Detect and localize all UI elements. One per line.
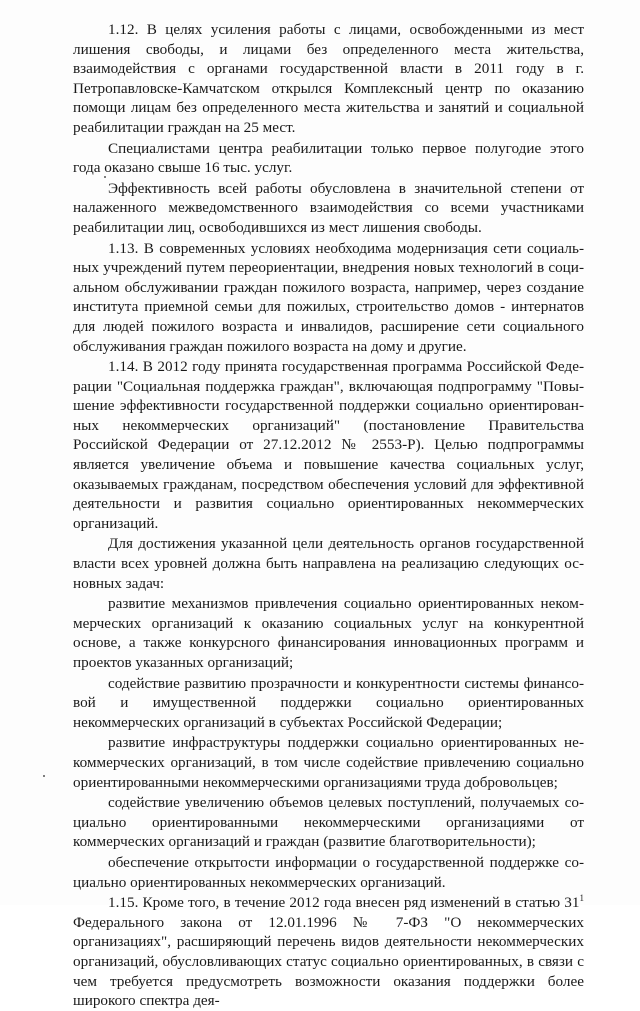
scan-speck xyxy=(43,775,45,777)
task-item: обеспечение открытости информации о государственной поддержке социально ориентированных некоммерческих организаций. xyxy=(73,853,584,891)
document-body xyxy=(73,20,584,1011)
footnote-marker: 1 xyxy=(579,893,584,904)
paragraph-1-14: 1.14. В 2012 году принята государственная программа Российской Федерации "Социальная поддержка граждан", включающая подпрограмму "Повышение эффективности государственной поддержки социально ориентированных некоммерческих организаций" (постановление Правительства Российской Федерации от 27.12.2012 № 2553-Р). Целью подпрограммы является увеличение объема и повышение качества социальных услуг, оказываемых гражданам, посредством обеспечения условий для эффективной деятельности и развития социально ориентированных некоммерческих организаций. xyxy=(73,358,584,532)
paragraph-1-15-start: 1.15. Кроме того, в течение 2012 года внесен ряд изменений в статью 31 xyxy=(108,894,580,912)
task-item: развитие механизмов привлечения социально ориентированных некоммерческих организаций к оказанию социальных услуг на конкурентной основе, а также конкурсного финансирования инновационных программ и проектов указанных организаций; xyxy=(73,595,584,671)
paragraph-1-12: 1.12. В целях усиления работы с лицами, освобожденными из мест лишения свободы, и лицами без определенного места жительства, взаимодействия с органами государственной власти в 2011 году в г. Петропавловске-Камчатском открылся Комплексный центр по оказанию помощи лицам без определенного места жительства и занятий и социальной реабилитации граждан на 25 мест. xyxy=(73,21,584,136)
paragraph-1-13: 1.13. В современных условиях необходима модернизация сети социальных учреждений путем переориентации, внедрения новых технологий в социальном обслуживании граждан пожилого возраста, например, через создание института приемной семьи для пожилых, строительство домов - интернатов для людей пожилого возраста и инвалидов, расширение сети социального обслуживания граждан пожилого возраста на дому и другие. xyxy=(73,239,584,355)
paragraph-1-15 xyxy=(73,893,584,1011)
paragraph-rehab-services: Специалистами центра реабилитации только первое полугодие этого года оказано свыше 16 тыс. услуг. xyxy=(73,139,584,177)
task-item: развитие инфраструктуры поддержки социально ориентированных некоммерческих организаций, в том числе содействие привлечению социально ориентированными некоммерческими организациями труда добровольцев; xyxy=(73,734,584,791)
task-item: содействие развитию прозрачности и конкурентности системы финансовой и имущественной поддержки социально ориентированных некоммерческих организаций в субъектах Российской Федерации; xyxy=(73,674,584,731)
paragraph-effectiveness: Эффективность всей работы обусловлена в значительной степени от налаженного межведомственного взаимодействия со всеми участниками реабилитации лиц, освободившихся из мест лишения свободы. xyxy=(73,179,584,236)
scan-speck xyxy=(104,176,106,178)
paragraph-1-15-rest: Федерального закона от 12.01.1996 № 7-ФЗ "О некоммерческих организациях", расширяющий перечень видов деятельности некоммерческих организаций, обусловливающих статус социально ориентированных, в связи с чем требуется предусмотреть возможности оказания поддержки более широкого спектра дея- xyxy=(73,913,584,1010)
task-item: содействие увеличению объемов целевых поступлений, получаемых социально ориентированными некоммерческими организациями от коммерческих организаций и граждан (развитие благотворительности); xyxy=(73,794,584,851)
paragraph-goal: Для достижения указанной цели деятельность органов государственной власти всех уровней должна быть направлена на реализацию следующих основных задач: xyxy=(73,535,584,592)
